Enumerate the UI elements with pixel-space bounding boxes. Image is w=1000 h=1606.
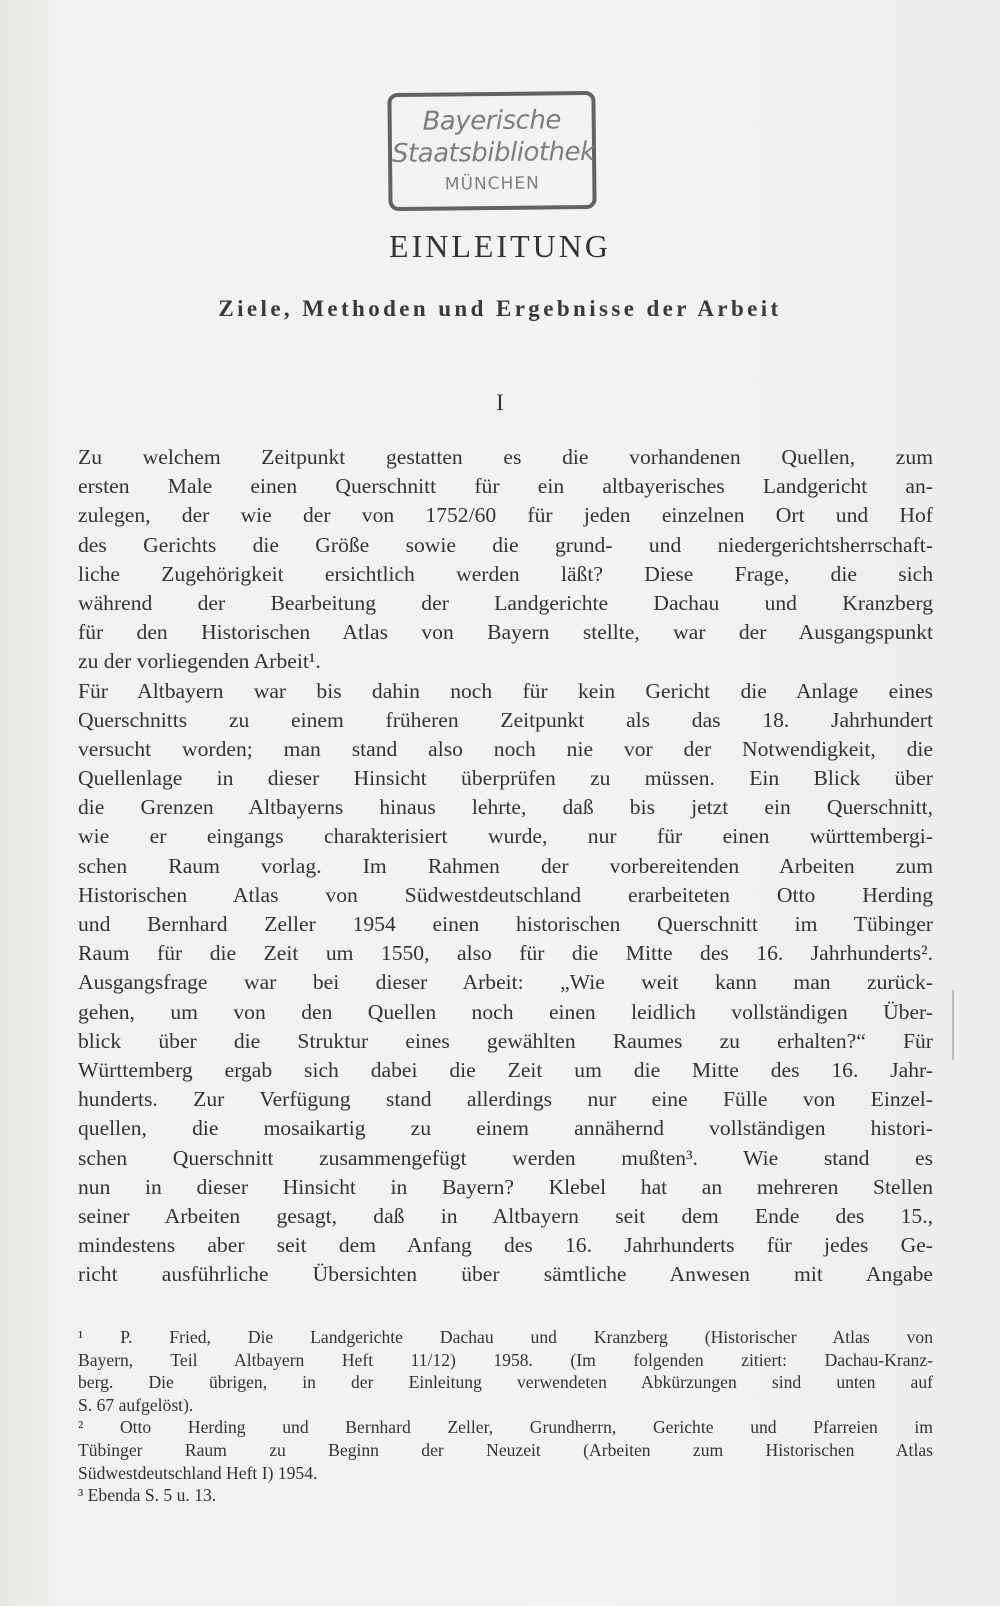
body-line: zu der vorliegenden Arbeit¹. (78, 649, 321, 674)
body-line: blick über die Struktur eines gewählten Raumes zu erhalten?“ Für (78, 1028, 933, 1053)
stamp-line-3: MÜNCHEN (444, 173, 540, 195)
body-line: während der Bearbeitung der Landgerichte Dachau und Kranzberg (78, 590, 933, 615)
footnote-line: berg. Die übrigen, in der Einleitung verwendeten Abkürzungen sind unten auf (78, 1372, 933, 1393)
chapter-title: EINLEITUNG (389, 228, 611, 264)
body-line: Querschnitts zu einem früheren Zeitpunkt als das 18. Jahrhundert (78, 707, 933, 732)
section-number: I (496, 390, 504, 415)
body-line: versucht worden; man stand also noch nie vor der Notwendigkeit, die (78, 736, 933, 761)
body-line: richt ausführliche Übersichten über sämtliche Anwesen mit Angabe (78, 1262, 933, 1287)
body-line: quellen, die mosaikartig zu einem annähernd vollständigen histori- (78, 1116, 933, 1141)
body-line: und Bernhard Zeller 1954 einen historischen Querschnitt im Tübinger (78, 912, 933, 936)
body-line: hunderts. Zur Verfügung stand allerdings nur eine Fülle von Einzel- (78, 1087, 933, 1112)
footnote-line: ² Otto Herding und Bernhard Zeller, Grundherrn, Gerichte und Pfarreien im (78, 1417, 933, 1438)
stamp-line-2: Staatsbibliothek (391, 136, 595, 170)
body-line: Quellenlage in dieser Hinsicht überprüfen zu müssen. Ein Blick über (78, 766, 933, 791)
body-line: für den Historischen Atlas von Bayern stellte, war der Ausgangspunkt (78, 620, 933, 645)
body-line: wie er eingangs charakterisiert wurde, nur für einen württembergi- (78, 824, 933, 849)
footnote-line: Bayern, Teil Altbayern Heft 11/12) 1958. (Im folgenden zitiert: Dachau-Kranz- (78, 1349, 933, 1370)
body-line: Für Altbayern war bis dahin noch für kein Gericht die Anlage eines (78, 678, 933, 703)
body-line: gehen, um von den Quellen noch einen leidlich vollständigen Über- (78, 999, 933, 1024)
body-line: liche Zugehörigkeit ersichtlich werden läßt? Diese Frage, die sich (78, 561, 933, 586)
body-line: ersten Male einen Querschnitt für ein altbayerisches Landgericht an- (78, 474, 933, 499)
body-line: Ausgangsfrage war bei dieser Arbeit: „Wie weit kann man zurück- (78, 970, 933, 995)
body-line: Historischen Atlas von Südwestdeutschland erarbeiteten Otto Herding (78, 882, 933, 907)
body-line: Raum für die Zeit um 1550, also für die Mitte des 16. Jahrhunderts². (78, 941, 933, 966)
body-text (78, 443, 933, 1289)
footnote-line: Tübinger Raum zu Beginn der Neuzeit (Arbeiten zum Historischen Atlas (78, 1439, 933, 1460)
body-line: mindestens aber seit dem Anfang des 16. Jahrhunderts für jedes Ge- (78, 1233, 933, 1258)
body-line: Württemberg ergab sich dabei die Zeit um die Mitte des 16. Jahr- (78, 1057, 933, 1082)
body-line: schen Raum vorlag. Im Rahmen der vorbereitenden Arbeiten zum (78, 853, 933, 878)
chapter-subtitle: Ziele, Methoden und Ergebnisse der Arbeit (218, 296, 782, 321)
footnote-line: Südwestdeutschland Heft I) 1954. (78, 1462, 318, 1483)
body-line: seiner Arbeiten gesagt, daß in Altbayern seit dem Ende des 15., (78, 1203, 933, 1228)
body-line: nun in dieser Hinsicht in Bayern? Klebel hat an mehreren Stellen (78, 1174, 933, 1199)
stamp-line-1: Bayerische (422, 105, 562, 137)
footnote-line: ³ Ebenda S. 5 u. 13. (78, 1485, 217, 1506)
body-line: schen Querschnitt zusammengefügt werden mußten³. Wie stand es (78, 1145, 933, 1170)
body-line: die Grenzen Altbayerns hinaus lehrte, daß bis jetzt ein Querschnitt, (78, 795, 933, 820)
body-line: des Gerichts die Größe sowie die grund- und niedergerichtsherrschaft- (78, 532, 933, 557)
footnotes (78, 1326, 933, 1507)
page-edge-mark (952, 990, 954, 1060)
footnote-line: S. 67 aufgelöst). (78, 1394, 194, 1415)
body-line: zulegen, der wie der von 1752/60 für jeden einzelnen Ort und Hof (78, 503, 933, 528)
footnote-line: ¹ P. Fried, Die Landgerichte Dachau und Kranzberg (Historischer Atlas von (78, 1327, 933, 1347)
body-line: Zu welchem Zeitpunkt gestatten es die vorhandenen Quellen, zum (78, 445, 933, 469)
library-stamp (387, 91, 596, 211)
